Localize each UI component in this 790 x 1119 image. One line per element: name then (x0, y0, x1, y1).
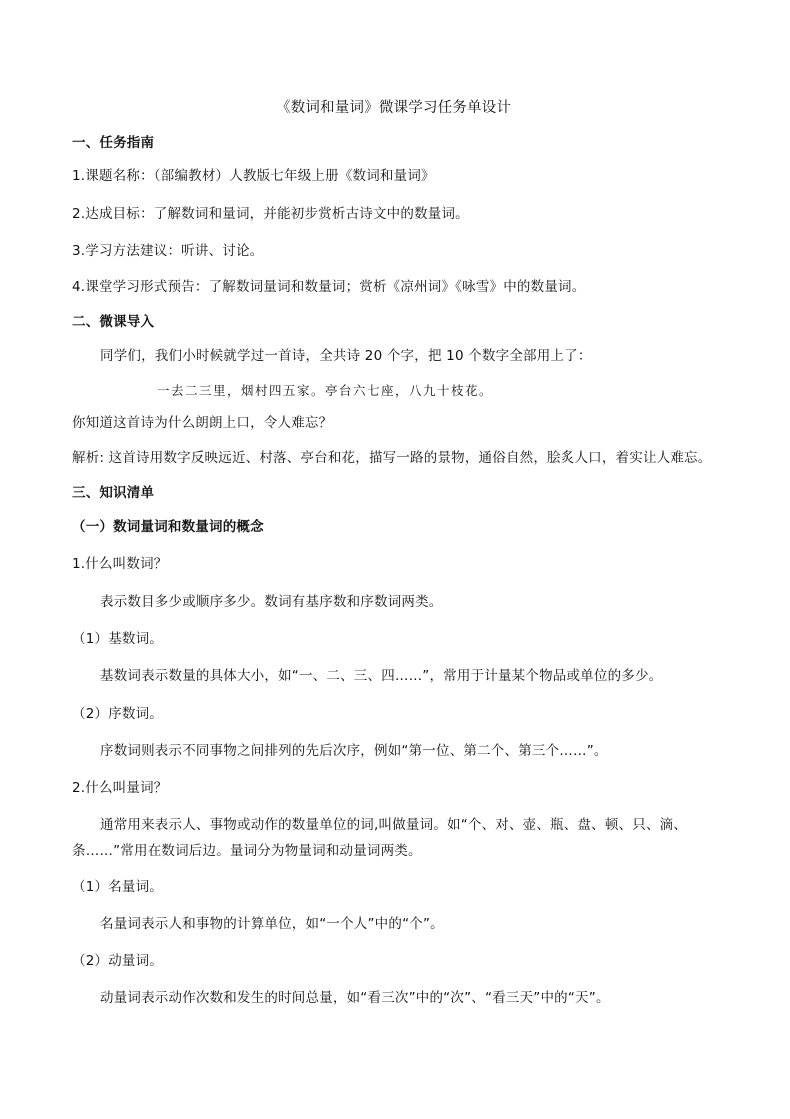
intro-question: 你知道这首诗为什么朗朗上口，令人难忘？ (72, 415, 333, 431)
measure-word-definition-line1: 通常用来表示人、事物或动作的数量单位的词,叫做量词。如“个、对、壶、瓶、盘、顿、只、滴、 (100, 817, 688, 833)
subsection-heading-concepts: （一）数词量词和数量词的概念 (72, 519, 264, 535)
guide-item-format: 4.课堂学习形式预告：了解数词量词和数量词；赏析《凉州词》《咏雪》中的数量词。 (72, 279, 586, 295)
ordinal-label: （2）序数词。 (72, 706, 163, 722)
ordinal-text: 序数词则表示不同事物之间排列的先后次序，例如“第一位、第二个、第三个……”。 (100, 743, 608, 759)
guide-item-goal: 2.达成目标：了解数词和量词，并能初步赏析古诗文中的数量词。 (72, 206, 469, 222)
guide-item-topic: 1.课题名称：（部编教材）人教版七年级上册《数词和量词》 (72, 168, 435, 184)
section-heading-intro: 二、微课导入 (72, 314, 155, 330)
cardinal-text: 基数词表示数量的具体大小，如“一、二、三、四……”，常用于计量某个物品或单位的多少。 (100, 668, 663, 684)
cardinal-label: （1）基数词。 (72, 631, 163, 647)
section-heading-task-guide: 一、任务指南 (72, 135, 155, 151)
intro-paragraph: 同学们，我们小时候就学过一首诗，全共诗 20 个字，把 10 个数字全部用上了： (100, 348, 592, 364)
numeral-definition: 表示数目多少或顺序多少。数词有基序数和序数词两类。 (100, 594, 443, 610)
document-title: 《数词和量词》微课学习任务单设计 (276, 100, 512, 116)
intro-analysis: 解析: 这首诗用数字反映远近、村落、亭台和花，描写一路的景物，通俗自然，脍炙人口，着实让人难忘。 (72, 450, 712, 466)
verb-classifier-label: （2）动量词。 (72, 953, 163, 969)
question-numeral: 1.什么叫数词？ (72, 556, 168, 572)
section-heading-knowledge: 三、知识清单 (72, 485, 155, 501)
poem-line: 一去二三里，烟村四五家。亭台六七座，八九十枝花。 (157, 383, 494, 398)
noun-classifier-label: （1）名量词。 (72, 879, 163, 895)
verb-classifier-text: 动量词表示动作次数和发生的时间总量，如“看三次”中的“次”、“看三天”中的“天”。 (100, 990, 610, 1006)
question-measure-word: 2.什么叫量词？ (72, 780, 168, 796)
measure-word-definition-line2: 条……”常用在数词后边。量词分为物量词和动量词两类。 (72, 843, 422, 859)
guide-item-method: 3.学习方法建议：听讲、讨论。 (72, 243, 264, 259)
noun-classifier-text: 名量词表示人和事物的计算单位，如“一个人”中的“个”。 (100, 916, 444, 932)
